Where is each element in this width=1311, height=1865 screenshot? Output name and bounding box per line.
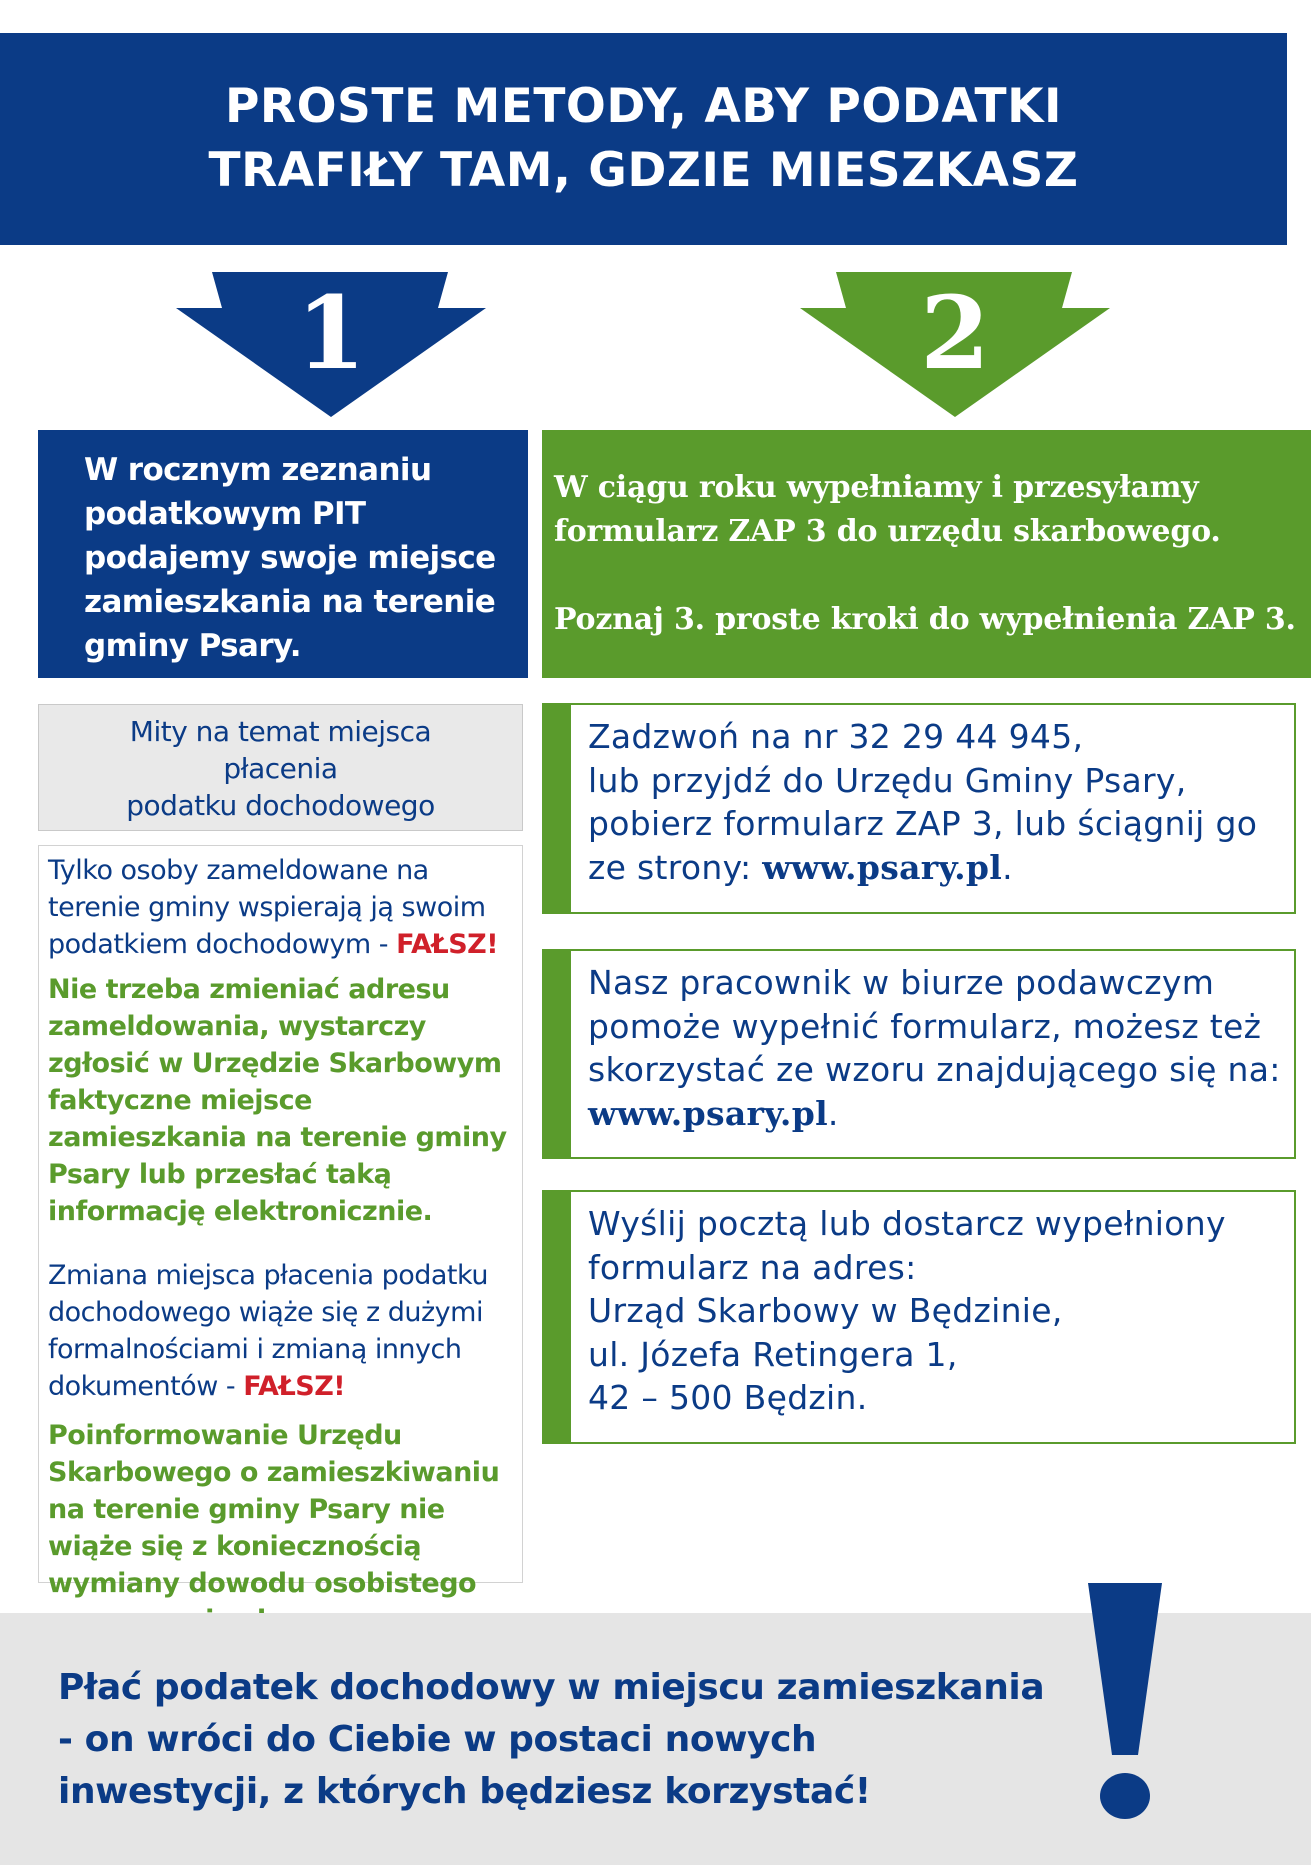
step-1-text-line: W rocznym zeznaniu [84, 452, 432, 488]
header-band [0, 33, 1287, 245]
footer-line: Płać podatek dochodowy w miejscu zamieszkania [58, 1667, 1045, 1708]
footer-message [58, 1662, 1058, 1818]
card-3-line: 42 – 500 Będzin. [588, 1378, 868, 1417]
card-2-suffix: . [827, 1093, 839, 1133]
card-1-suffix: . [1002, 847, 1013, 887]
card-3-line: ul. Józefa Retingera 1, [588, 1334, 958, 1374]
card-1-prefix: ze strony: [588, 847, 763, 887]
myths-header-line: płacenia [223, 752, 338, 785]
myths-header-line: Mity na temat miejsca [129, 715, 432, 748]
myths-box [38, 845, 523, 1599]
myth-2-verdict: FAŁSZ! [243, 1371, 346, 1402]
myth-2-text: Zmiana miejsca płacenia podatku dochodowego wiąże się z dużymi formalnościami i zmianą innych dokumentów - [48, 1260, 488, 1402]
page-title-line-2: TRAFIŁY TAM, GDZIE MIESZKASZ [208, 143, 1079, 198]
footer-line: - on wróci do Ciebie w postaci nowych [58, 1719, 817, 1760]
step-card-3 [542, 1190, 1296, 1444]
card-1-line: pobierz formularz ZAP 3, lub ściągnij go [588, 804, 1258, 843]
card-2-line: pomoże wypełnić formularz, możesz też [588, 1006, 1262, 1046]
website-link[interactable]: www.psary.pl [762, 847, 1003, 887]
card-2-line-last [588, 1092, 1284, 1136]
myth-1-text: Tylko osoby zameldowane na terenie gminy wspierają ją swoim podatkiem dochodowym - [48, 855, 486, 960]
step-2-subtext: Poznaj 3. proste kroki do wypełnienia ZAP 3. [554, 602, 1296, 637]
step-1-text-line: podajemy swoje miejsce [84, 540, 496, 576]
step-card-1 [542, 703, 1296, 914]
card-3-line: Urząd Skarbowy w Będzinie, [588, 1291, 1063, 1330]
step-2-box [542, 430, 1311, 678]
step-1-text-line: zamieszkania na terenie [84, 584, 496, 620]
card-3-line: formularz na adres: [588, 1247, 917, 1287]
step-2-text-line: W ciągu roku wypełniamy i przesyłamy [554, 470, 1199, 505]
myth-1-verdict: FAŁSZ! [396, 929, 499, 960]
step-1-text-line: podatkowym PIT [84, 496, 366, 532]
website-link[interactable]: www.psary.pl [588, 1093, 828, 1133]
step-1-box [38, 430, 528, 678]
step-2-arrow [800, 272, 1110, 417]
card-1-line: lub przyjdź do Urzędu Gminy Psary, [588, 760, 1187, 800]
step-1-number: 1 [296, 274, 366, 392]
page-title-line-1: PROSTE METODY, ABY PODATKI [224, 79, 1063, 134]
step-2-text-line: formularz ZAP 3 do urzędu skarbowego. [554, 514, 1221, 549]
step-1-text-line: gminy Psary. [84, 628, 301, 664]
truth-1: Nie trzeba zmieniać adresu zameldowania, wystarczy zgłosić w Urzędzie Skarbowym faktyczne miejsce zamieszkania na terenie gminy Psary lub przesłać taką informację elektronicznie. [48, 974, 507, 1227]
exclamation-icon [1080, 1583, 1170, 1823]
card-2-line: skorzystać ze wzoru znajdującego się na: [588, 1050, 1281, 1089]
footer-line: inwestycji, z których będziesz korzystać! [58, 1771, 871, 1812]
card-3-line: Wyślij pocztą lub dostarcz wypełniony [588, 1204, 1226, 1243]
truth-2: Poinformowanie Urzędu Skarbowego o zamieszkiwaniu na terenie gminy Psary nie wiąże się z koniecznością wymiany dowodu osobistego [48, 1420, 500, 1599]
step-1-arrow [176, 272, 486, 417]
myth-1 [48, 852, 512, 963]
card-2-line: Nasz pracownik w biurze podawczym [588, 963, 1215, 1002]
myths-header-line: podatku dochodowego [126, 789, 435, 822]
step-card-2 [542, 949, 1296, 1159]
myths-header [38, 704, 523, 831]
myth-2 [48, 1257, 512, 1405]
step-2-number: 2 [920, 274, 990, 392]
card-1-line: Zadzwoń na nr 32 29 44 945, [588, 717, 1084, 756]
card-1-line-last [588, 846, 1284, 890]
